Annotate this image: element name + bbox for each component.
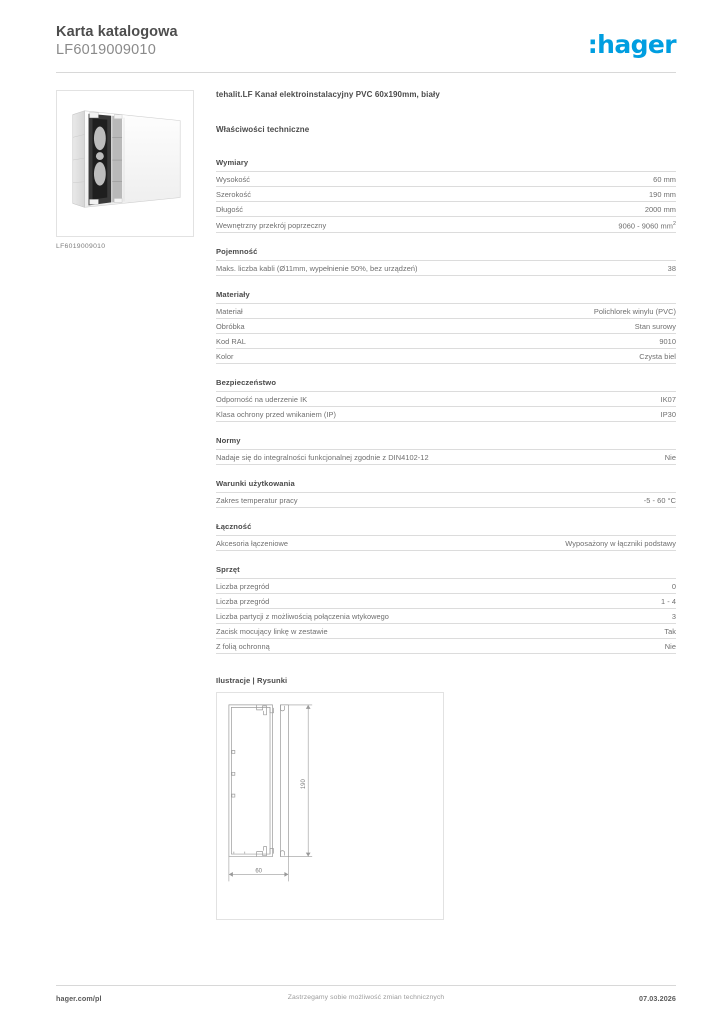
table-row <box>216 624 676 639</box>
spec-label: Obróbka <box>216 319 501 334</box>
spec-table <box>216 535 676 551</box>
spec-value: Stan surowy <box>501 319 676 334</box>
spec-group <box>216 158 676 233</box>
spec-label: Długość <box>216 202 501 217</box>
product-name: tehalit.LF Kanał elektroinstalacyjny PVC 60x190mm, biały <box>216 90 440 99</box>
spec-label: Klasa ochrony przed wnikaniem (IP) <box>216 407 501 422</box>
spec-value: IK07 <box>501 392 676 407</box>
table-row <box>216 450 676 465</box>
table-row <box>216 217 676 233</box>
spec-group <box>216 479 676 508</box>
spec-label: Materiał <box>216 304 501 319</box>
table-row <box>216 334 676 349</box>
product-photo-caption: LF6019009010 <box>56 243 106 250</box>
table-row <box>216 319 676 334</box>
spec-value: Nie <box>501 450 676 465</box>
spec-group-title: Bezpieczeństwo <box>216 378 277 388</box>
spec-label: Zacisk mocujący linkę w zestawie <box>216 624 501 639</box>
spec-group <box>216 436 676 465</box>
spec-value: Czysta biel <box>501 349 676 364</box>
spec-table <box>216 260 676 276</box>
page-title: Karta katalogowa <box>56 24 178 40</box>
table-row <box>216 536 676 551</box>
drawing-width-label: 60 <box>255 868 262 875</box>
footer-website[interactable]: hager.com/pl <box>56 994 102 1003</box>
spec-groups <box>216 158 676 654</box>
product-photo-image <box>57 91 193 236</box>
page-footer <box>56 994 676 1008</box>
spec-group <box>216 378 676 422</box>
page-header <box>56 24 676 70</box>
table-row <box>216 407 676 422</box>
spec-value: IP30 <box>501 407 676 422</box>
table-row <box>216 304 676 319</box>
footer-date: 07.03.2026 <box>639 994 676 1003</box>
spec-label: Szerokość <box>216 187 501 202</box>
spec-label: Zakres temperatur pracy <box>216 493 501 508</box>
spec-value: -5 - 60 °C <box>501 493 676 508</box>
spec-label: Wewnętrzny przekrój poprzeczny <box>216 217 501 233</box>
spec-group <box>216 565 676 654</box>
spec-group-title: Materiały <box>216 290 250 300</box>
technical-drawing <box>216 692 444 920</box>
spec-table <box>216 303 676 364</box>
spec-value: Wyposażony w łączniki podstawy <box>501 536 676 551</box>
spec-table <box>216 449 676 465</box>
spec-label: Nadaje się do integralności funkcjonalnej zgodnie z DIN4102-12 <box>216 450 501 465</box>
spec-value: Polichlorek winylu (PVC) <box>501 304 676 319</box>
table-row <box>216 172 676 187</box>
table-row <box>216 639 676 654</box>
spec-group-title: Normy <box>216 436 241 446</box>
spec-table <box>216 578 676 654</box>
spec-value: Nie <box>501 639 676 654</box>
spec-value: 190 mm <box>501 187 676 202</box>
drawing-height-label: 190 <box>301 779 308 790</box>
spec-table <box>216 171 676 233</box>
spec-value: 60 mm <box>501 172 676 187</box>
spec-label: Z folią ochronną <box>216 639 501 654</box>
spec-table <box>216 391 676 422</box>
spec-group-title: Pojemność <box>216 247 258 257</box>
spec-label: Maks. liczba kabli (Ø11mm, wypełnienie 50%, bez urządzeń) <box>216 261 501 276</box>
table-row <box>216 609 676 624</box>
spec-value: 38 <box>501 261 676 276</box>
spec-label: Liczba przegród <box>216 579 501 594</box>
product-photo <box>56 90 194 237</box>
spec-label: Liczba przegród <box>216 594 501 609</box>
table-row <box>216 261 676 276</box>
spec-table <box>216 492 676 508</box>
technical-properties-heading: Właściwości techniczne <box>216 125 310 134</box>
table-row <box>216 594 676 609</box>
unit-superscript: 2 <box>672 221 676 227</box>
datasheet-content <box>216 90 676 920</box>
spec-label: Liczba partycji z możliwością połączenia wtykowego <box>216 609 501 624</box>
table-row <box>216 579 676 594</box>
footer-divider <box>56 985 676 986</box>
spec-group <box>216 522 676 551</box>
header-divider <box>56 72 676 73</box>
spec-label: Kolor <box>216 349 501 364</box>
table-row <box>216 349 676 364</box>
table-row <box>216 493 676 508</box>
table-row <box>216 202 676 217</box>
product-reference: LF6019009010 <box>56 42 156 58</box>
spec-group-title: Łączność <box>216 522 252 532</box>
spec-value: 3 <box>501 609 676 624</box>
technical-drawing-image <box>217 693 443 919</box>
spec-value: 9010 <box>501 334 676 349</box>
spec-label: Akcesoria łączeniowe <box>216 536 501 551</box>
spec-group <box>216 247 676 276</box>
spec-group-title: Warunki użytkowania <box>216 479 295 489</box>
table-row <box>216 392 676 407</box>
spec-value: 9060 - 9060 $mm^2$ <box>501 217 676 233</box>
spec-group-title: Wymiary <box>216 158 249 167</box>
spec-value: 0 <box>501 579 676 594</box>
spec-label: Kod RAL <box>216 334 501 349</box>
spec-value: 1 - 4 <box>501 594 676 609</box>
spec-value: 2000 mm <box>501 202 676 217</box>
spec-value: Tak <box>501 624 676 639</box>
spec-label: Wysokość <box>216 172 501 187</box>
spec-group-title: Sprzęt <box>216 565 240 575</box>
hager-logo: :hager <box>587 30 676 59</box>
spec-label: Odporność na uderzenie IK <box>216 392 501 407</box>
footer-disclaimer: Zastrzegamy sobie możliwość zmian technicznych <box>287 994 445 1001</box>
table-row <box>216 187 676 202</box>
spec-group <box>216 290 676 364</box>
illustrations-heading: Ilustracje | Rysunki <box>216 676 288 686</box>
